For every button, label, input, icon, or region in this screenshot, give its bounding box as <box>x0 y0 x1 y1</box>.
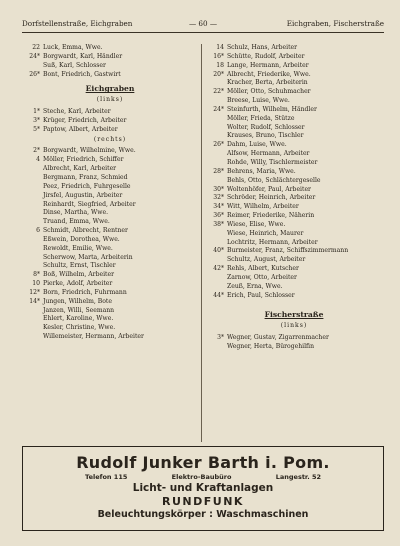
house-number: 42* <box>213 265 224 273</box>
side-label-rechts: (rechts) <box>93 135 127 143</box>
resident-name: Schultz, Ernst, Tischler <box>43 262 116 270</box>
house-number: 4 <box>36 156 40 164</box>
directory-entry <box>22 333 198 342</box>
directory-entry <box>206 265 382 274</box>
directory-entry <box>206 71 382 80</box>
directory-entry <box>22 108 198 117</box>
house-number: 3* <box>217 334 224 342</box>
resident-name: Behrens, Maria, Wwe. <box>227 167 296 175</box>
resident-name: Möller, Friedrich, Schiffer <box>43 156 124 164</box>
directory-entry <box>22 262 198 271</box>
ad-line-rundfunk: RUNDFUNK <box>162 495 244 508</box>
directory-entry <box>22 298 198 307</box>
page-header <box>22 16 384 30</box>
resident-name: Albrecht, Friederike, Wwe. <box>227 70 311 78</box>
house-number: 22* <box>213 88 224 96</box>
directory-entry <box>206 132 382 141</box>
directory-entry <box>22 156 198 165</box>
directory-entry <box>22 289 198 298</box>
resident-name: Lochtritz, Hermann, Arbeiter <box>227 238 318 246</box>
directory-entry <box>22 147 198 156</box>
resident-name: Steinfurth, Wilhelm, Händler <box>227 105 317 113</box>
resident-name: Woltenhöfer, Paul, Arbeiter <box>227 185 311 193</box>
directory-entry <box>206 88 382 97</box>
directory-entry <box>206 212 382 221</box>
directory-entry <box>22 53 198 62</box>
resident-name: Suß, Karl, Schlosser <box>43 61 106 69</box>
house-number: 36* <box>213 212 224 220</box>
resident-name: Kracher, Berta, Arbeiterin <box>227 79 308 87</box>
ad-line-licht: Licht- und Kraftanlagen <box>132 482 274 494</box>
resident-name: Wiese, Heinrich, Maurer <box>227 229 304 237</box>
house-number: 6 <box>36 227 40 235</box>
resident-name: Jungen, Wilhelm, Bote <box>43 297 112 305</box>
resident-name: Ehlert, Karoline, Wwe. <box>43 315 114 323</box>
directory-entry <box>206 292 382 301</box>
house-number: 14 <box>216 44 224 51</box>
resident-name: Born, Friedrich, Fuhrmann <box>43 288 127 296</box>
house-number: 40* <box>213 247 224 255</box>
directory-entry <box>206 141 382 150</box>
directory-entry <box>22 126 198 135</box>
directory-entry <box>22 165 198 174</box>
street-heading-fischerstrasse: Fischerstraße <box>264 310 324 320</box>
directory-entry <box>206 186 382 195</box>
directory-entry <box>22 174 198 183</box>
resident-name: Wolter, Rudolf, Schlosser <box>227 123 305 131</box>
links-entries <box>22 108 198 135</box>
resident-name: Willemeister, Hermann, Arbeiter <box>43 333 144 341</box>
house-number: 12* <box>29 288 40 296</box>
directory-entry <box>206 203 382 212</box>
directory-entry <box>206 194 382 203</box>
directory-entry <box>22 254 198 263</box>
resident-name: Wegner, Herta, Bürogehilfin <box>227 343 315 350</box>
resident-name: Witt, Wilhelm, Arbeiter <box>227 203 299 211</box>
directory-entry <box>22 44 198 53</box>
resident-name: Borgwardt, Karl, Händler <box>43 52 123 60</box>
resident-name: Eßwein, Dorothea, Wwe. <box>43 235 120 243</box>
directory-entry <box>206 106 382 115</box>
directory-entry <box>206 79 382 88</box>
resident-name: Truand, Emma, Wwe. <box>43 218 110 226</box>
house-number: 14* <box>29 297 40 305</box>
continued-rechts-entries <box>206 44 382 300</box>
house-number: 24* <box>29 52 40 60</box>
house-number: 26* <box>213 141 224 149</box>
resident-name: Wegner, Gustav, Zigarrenmacher <box>227 334 329 342</box>
resident-name: Dinse, Martha, Wwe. <box>43 209 109 217</box>
resident-name: Rehls, Albert, Kutscher <box>227 265 299 273</box>
resident-name: Schultz, August, Arbeiter <box>227 256 306 264</box>
house-number: 34* <box>213 203 224 211</box>
directory-entry <box>22 218 198 227</box>
directory-entry <box>22 315 198 324</box>
directory-entry <box>206 97 382 106</box>
directory-entry <box>22 227 198 236</box>
resident-name: Möller, Otto, Schuhmacher <box>227 88 311 96</box>
resident-name: Dahm, Luise, Wwe. <box>227 141 287 149</box>
resident-name: Zarnow, Otto, Arbeiter <box>227 273 297 281</box>
resident-name: Luck, Emma, Wwe. <box>43 44 103 51</box>
directory-entry <box>22 307 198 316</box>
ad-subtitle: Elektro-Baubüro <box>171 473 232 481</box>
house-number: 38* <box>213 220 224 228</box>
directory-entry <box>206 53 382 62</box>
ad-telefon: Telefon 115 <box>85 473 128 481</box>
directory-entry <box>206 221 382 230</box>
directory-entry <box>206 256 382 265</box>
directory-entry <box>206 274 382 283</box>
resident-name: Alfsow, Hermann, Arbeiter <box>227 150 310 158</box>
resident-name: Albrecht, Karl, Arbeiter <box>43 165 117 173</box>
resident-name: Reimer, Friederike, Näherin <box>227 212 315 220</box>
page-number: — 60 — <box>188 18 218 28</box>
house-number: 32* <box>213 194 224 202</box>
directory-entry <box>206 334 382 343</box>
directory-entry <box>206 124 382 133</box>
resident-name: Bergmann, Franz, Schmied <box>43 173 128 181</box>
resident-name: Rewoldt, Emilie, Wwe. <box>43 244 113 252</box>
ad-line-beleuchtung: Beleuchtungskörper : Waschmaschinen <box>97 509 309 520</box>
directory-entry <box>206 115 382 124</box>
header-rule <box>22 32 384 33</box>
header-left: Dorfstellenstraße, Eichgraben <box>22 18 133 28</box>
side-label-links-fischer: (links) <box>280 322 308 330</box>
resident-name: Janzen, Willi, Seemann <box>43 306 115 314</box>
ad-company-name: Rudolf Junker Barth i. Pom. <box>76 453 330 472</box>
resident-name: Schmidt, Albrecht, Rentner <box>43 227 128 235</box>
fischer-entries <box>206 334 382 352</box>
left-column <box>22 44 198 342</box>
house-number: 28* <box>213 167 224 175</box>
directory-entry <box>22 62 198 71</box>
resident-name: Bont, Friedrich, Gastwirt <box>43 70 121 78</box>
house-number: 26* <box>29 70 40 78</box>
right-column <box>206 44 382 352</box>
directory-entry <box>22 236 198 245</box>
resident-name: Reinhardt, Siegfried, Arbeiter <box>43 200 136 208</box>
advertisement-box <box>22 446 384 531</box>
directory-entry <box>22 183 198 192</box>
directory-entry <box>22 324 198 333</box>
house-number: 20* <box>213 70 224 78</box>
house-number: 16* <box>213 52 224 60</box>
resident-name: Breese, Luise, Wwe. <box>227 97 290 105</box>
directory-entry <box>206 150 382 159</box>
resident-name: Borgwardt, Wilhelmine, Wwe. <box>43 147 136 155</box>
resident-name: Scherwow, Marta, Arbeiterin <box>43 253 133 261</box>
rechts-entries <box>22 147 198 342</box>
resident-name: Jirsfel, Augustin, Arbeiter <box>43 191 123 199</box>
resident-name: Pierke, Adolf, Arbeiter <box>43 280 113 288</box>
directory-entry <box>206 343 382 352</box>
directory-entry <box>22 209 198 218</box>
directory-entry <box>22 245 198 254</box>
resident-name: Wiese, Elise, Wwe. <box>227 220 286 228</box>
house-number: 18 <box>216 61 224 69</box>
house-number: 5* <box>33 125 40 133</box>
directory-entry <box>206 62 382 71</box>
house-number: 2* <box>33 147 40 155</box>
directory-entry <box>206 283 382 292</box>
directory-entry <box>22 71 198 80</box>
resident-name: Peez, Friedrich, Fuhrgeselle <box>43 182 131 190</box>
resident-name: Boß, Wilhelm, Arbeiter <box>43 271 115 279</box>
house-number: 8* <box>33 271 40 279</box>
resident-name: Steche, Karl, Arbeiter <box>43 108 111 116</box>
directory-entry <box>206 247 382 256</box>
directory-entry <box>22 201 198 210</box>
continued-entries <box>22 44 198 79</box>
house-number: 24* <box>213 105 224 113</box>
resident-name: Schütte, Rudolf, Arbeiter <box>227 52 305 60</box>
directory-entry <box>206 44 382 53</box>
side-label-links: (links) <box>96 96 124 104</box>
house-number: 30* <box>213 185 224 193</box>
ad-address: Langestr. 52 <box>275 473 321 481</box>
resident-name: Erich, Paul, Schlosser <box>227 291 295 299</box>
resident-name: Schulz, Hans, Arbeiter <box>227 44 298 51</box>
house-number: 3* <box>33 116 40 124</box>
resident-name: Krauses, Bruno, Tischler <box>227 132 304 140</box>
directory-entry <box>22 192 198 201</box>
resident-name: Möller, Frieda, Stütze <box>227 114 295 122</box>
header-right: Eichgraben, Fischerstraße <box>286 18 384 28</box>
directory-entry <box>206 168 382 177</box>
resident-name: Lange, Hermann, Arbeiter <box>227 61 309 69</box>
column-divider <box>201 44 202 442</box>
directory-entry <box>206 159 382 168</box>
resident-name: Burmeister, Franz, Schiffszimmermann <box>227 247 349 255</box>
street-heading-eichgraben: Eichgraben <box>85 84 135 94</box>
resident-name: Kesler, Christine, Wwe. <box>43 324 116 332</box>
directory-entry <box>22 117 198 126</box>
resident-name: Zeuß, Erna, Wwe. <box>227 282 283 290</box>
house-number: 10 <box>32 280 40 288</box>
directory-entry <box>206 177 382 186</box>
resident-name: Behls, Otto, Schlächtergeselle <box>227 176 321 184</box>
resident-name: Schröder, Heinrich, Arbeiter <box>227 194 316 202</box>
resident-name: Paptow, Albert, Arbeiter <box>43 125 118 133</box>
directory-entry <box>206 239 382 248</box>
house-number: 44* <box>213 291 224 299</box>
directory-entry <box>22 280 198 289</box>
ad-contact-row <box>23 473 383 481</box>
directory-entry <box>206 230 382 239</box>
resident-name: Krüger, Friedrich, Arbeiter <box>43 116 127 124</box>
directory-entry <box>22 271 198 280</box>
resident-name: Rohde, Willy, Tischlermeister <box>227 158 318 166</box>
house-number: 1* <box>33 108 40 116</box>
house-number: 22 <box>32 44 40 51</box>
